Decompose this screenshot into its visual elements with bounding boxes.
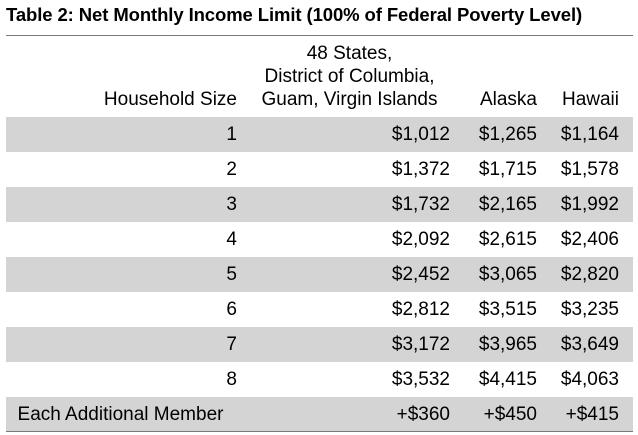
top-divider: [6, 35, 633, 36]
cell-48-states: $2,812: [391, 298, 450, 320]
cell-household-size: 6: [226, 298, 237, 320]
table-row: [6, 257, 633, 292]
cell-alaska: $3,965: [456, 327, 543, 362]
header-48-states-line3: Guam, Virgin Islands: [261, 89, 438, 110]
cell-household-size: 5: [6, 257, 243, 292]
cell-household-size: 2: [226, 158, 237, 180]
cell-hawaii: $1,164: [543, 117, 633, 152]
cell-hawaii: $4,063: [560, 368, 619, 390]
cell-alaska: $1,715: [478, 158, 537, 180]
header-48-states-line2: District of Columbia,: [264, 66, 435, 87]
header-48-states: [243, 40, 456, 117]
cell-hawaii: $2,406: [560, 228, 619, 250]
header-hawaii: Hawaii: [561, 89, 619, 110]
cell-hawaii: +$415: [543, 397, 633, 432]
cell-48-states: $2,452: [243, 257, 456, 292]
table-row: [6, 187, 633, 222]
cell-48-states: $1,372: [391, 158, 450, 180]
bottom-divider: [6, 431, 633, 432]
table-row: [6, 327, 633, 362]
additional-member-row: [6, 397, 633, 432]
cell-hawaii: $3,649: [543, 327, 633, 362]
header-48-states-line1: 48 States,: [306, 43, 393, 64]
cell-hawaii: $2,820: [543, 257, 633, 292]
cell-household-size: 1: [6, 117, 243, 152]
cell-alaska: $1,265: [456, 117, 543, 152]
income-limit-table: [6, 40, 633, 432]
cell-alaska: $2,165: [456, 187, 543, 222]
table-row: [6, 152, 633, 187]
cell-alaska: $2,615: [478, 228, 537, 250]
cell-household-size: 4: [226, 228, 237, 250]
cell-alaska: $3,065: [456, 257, 543, 292]
header-row: [6, 40, 633, 117]
cell-alaska: +$450: [456, 397, 543, 432]
cell-48-states: $1,732: [243, 187, 456, 222]
cell-alaska: $4,415: [478, 368, 537, 390]
table-title: Table 2: Net Monthly Income Limit (100% of Federal Poverty Level): [6, 4, 583, 25]
cell-48-states: $1,012: [243, 117, 456, 152]
cell-48-states: $2,092: [391, 228, 450, 250]
cell-48-states: +$360: [243, 397, 456, 432]
table-row: [6, 362, 633, 397]
cell-household-size: 8: [226, 368, 237, 390]
cell-household-size: 3: [6, 187, 243, 222]
header-alaska: Alaska: [479, 89, 537, 110]
cell-48-states: $3,172: [243, 327, 456, 362]
table-row: [6, 117, 633, 152]
cell-hawaii: $1,578: [560, 158, 619, 180]
cell-48-states: $3,532: [391, 368, 450, 390]
cell-hawaii: $3,235: [560, 298, 619, 320]
cell-household-size: 7: [6, 327, 243, 362]
table-row: [6, 222, 633, 257]
cell-hawaii: $1,992: [543, 187, 633, 222]
cell-additional-member-label: Each Additional Member: [6, 397, 243, 432]
table-row: [6, 292, 633, 327]
cell-alaska: $3,515: [478, 298, 537, 320]
header-household-size: Household Size: [103, 89, 237, 110]
